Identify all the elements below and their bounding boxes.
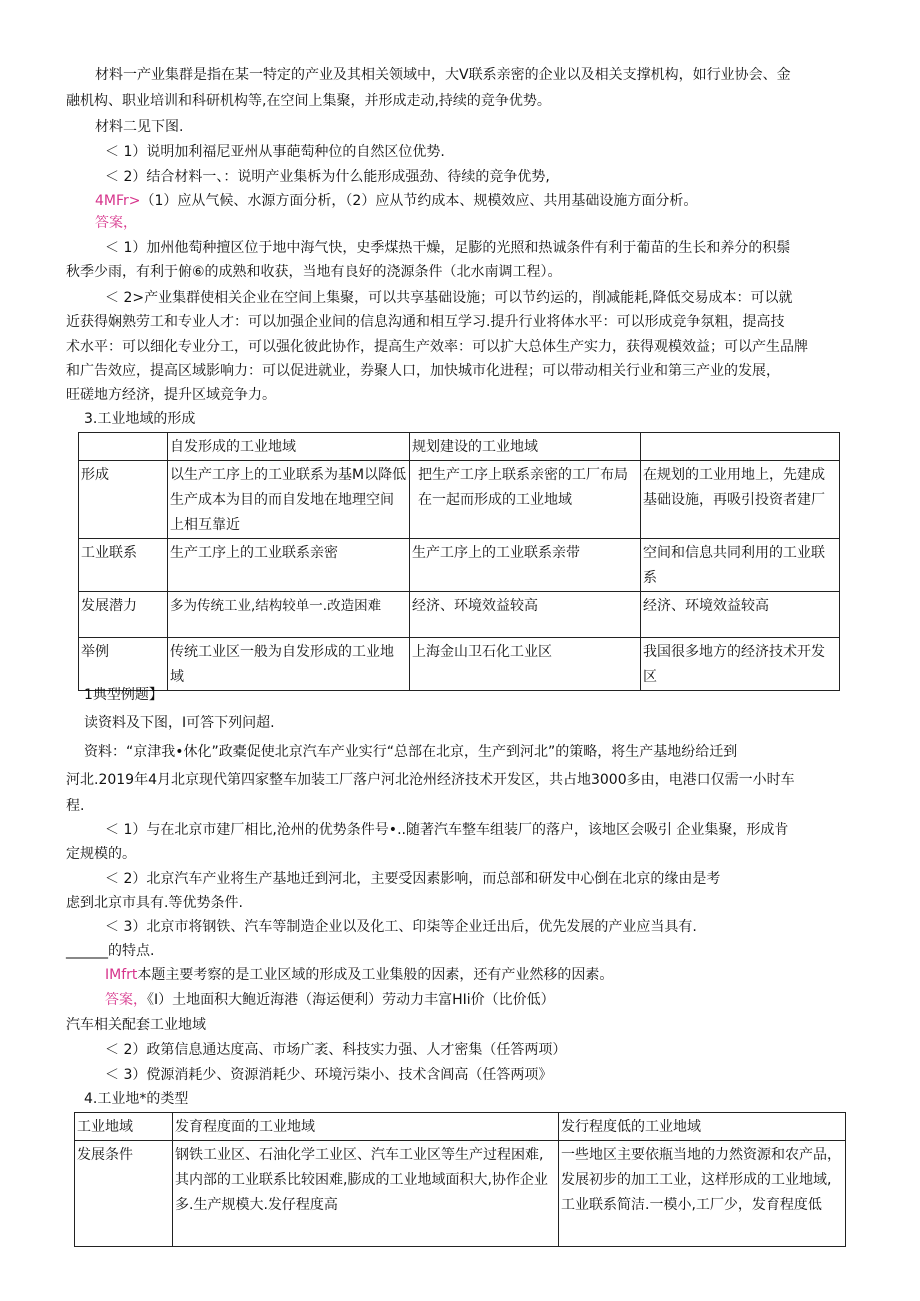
table-row (79, 592, 840, 638)
example-prompt: 读资料及下图，I可答下列问超. (84, 715, 275, 731)
table-row (75, 1141, 846, 1247)
table-cell: 生产工序上的工业联系亲带 (410, 539, 641, 592)
table-row (79, 539, 840, 592)
example-question-2-line-2: 虑到北京市具有.等优势条件. (66, 895, 243, 911)
header-cell: 发育程度面的工业地域 (173, 1113, 559, 1141)
table-cell: 经济、环境效益较高 (410, 592, 641, 638)
table-cell: 钢铁工业区、石油化学工业区、汽车工业区等生产过程困难,其内部的工业联系比较困难,膨成的工业地域面积大,协作企业多.生产规模大.发仔程度高 (173, 1141, 559, 1247)
example-answer-3: ＜ 3）傥源消耗少、资源消耗少、环境污柒小、技术含阊高（任答两项》 (105, 1067, 553, 1083)
material-1-text-cont: 融机构、职业培训和科研机构等,在空间上集聚，并形成走动,持续的竞争优势。 (66, 93, 551, 109)
table-row (79, 638, 840, 691)
example-analysis-line (105, 968, 613, 982)
table-cell: 空间和信息共同利用的工业联系 (641, 539, 840, 592)
header-cell: 工业地域 (75, 1113, 173, 1141)
example-material-line-1: 资料：“京津我•休化”政橐促使北京汽车产业实行“总部在北京，生产到河北”的策略，将生产基地纷给迁到 (84, 744, 738, 760)
analysis-tag: 4MFr> (95, 193, 141, 209)
formation-table (78, 432, 840, 691)
row-label: 发展条件 (75, 1141, 173, 1247)
answer-2-line-3: 术水平：可以细化专业分工，可以强化彼此协作，提高生产效率：可以扩大总体生产实力，获得观模效益；可以产生品牌 (66, 339, 808, 355)
header-cell: 规划建设的工业地域 (410, 433, 641, 461)
header-cell (79, 433, 168, 461)
table-header-row (75, 1113, 846, 1141)
table-cell: 生产工序上的工业联系亲密 (168, 539, 410, 592)
types-table (74, 1112, 846, 1247)
table-cell: 把生产工序上联系亲密的工厂布局在一起而形成的工业地域 (410, 461, 641, 539)
example-answer-tag: 答案， (105, 992, 147, 1008)
answer-2-line-1: ＜ 2>产业集群使相关企业在空间上集聚，可以共享基础设施；可以节约运的，削减能耗,降低交易成本：可以就 (105, 290, 793, 306)
answer-1-line-2: 秋季少雨，有利于俯⑥的成熟和收获，当地有良好的浇源条件（北水南调工程）。 (66, 264, 562, 280)
example-question-1-line-1: ＜ 1）与在北京市建厂相比,沧州的优势条件号•..随著汽车整车组装厂的落户，该地区会吸引 企业集聚，形成肯 (105, 822, 789, 838)
example-answer-1-cont: 汽车相关配套工业地域 (66, 1017, 206, 1033)
example-heading: 1典型例题】 (84, 687, 163, 703)
table-cell: 多为传统工业,结构较单一.改造困难 (168, 592, 410, 638)
table-row (79, 461, 840, 539)
table-cell: 传统工业区一般为自发形成的工业地域 (168, 638, 410, 691)
table-cell: 上海金山卫石化工业区 (410, 638, 641, 691)
example-material-line-2: 河北.2019年4月北京现代第四家整车加装工厂落户河北沧州经济技术开发区，共占地3000多由，电港口仅需一小时车 (66, 772, 795, 788)
table-cell: 以生产工序上的工业联系为基M以降低生产成本为目的而自发地在地理空间上相互靠近 (168, 461, 410, 539)
example-analysis-tag: IMfrt (105, 967, 138, 983)
table-cell: 一些地区主要依瓶当地的力然资源和农产品，发展初步的加工工业，这样形成的工业地域,工业联系简洁.一模小,工厂少，发育程度低 (559, 1141, 846, 1247)
example-question-1-line-2: 定规模的。 (66, 846, 136, 862)
header-cell (641, 433, 840, 461)
header-cell: 发行程度低的工业地域 (559, 1113, 846, 1141)
example-question-3-line-1: ＜ 3）北京市将钢铁、汽车等制造企业以及化工、印柒等企业迁出后，优先发展的产业应当具有. (105, 919, 697, 935)
answer-1-line-1: ＜ 1）加州他萄种擅区位于地中海气快，史季煤热干燥，足膨的光照和热诚条件有利于葡苗的生长和养分的积鬃 (105, 240, 791, 256)
row-label: 举例 (79, 638, 168, 691)
material-2-text: 材料二见下图. (95, 119, 184, 135)
row-label: 发展潜力 (79, 592, 168, 638)
example-answer-1: 《I）土地面积大鲍近海港（海运便利）劳动力丰富HIi价（比价低） (147, 992, 555, 1008)
example-material-line-3: 程. (66, 798, 85, 814)
example-question-3-line-2: ______的特点. (66, 943, 155, 959)
table-cell: 经济、环境效益较高 (641, 592, 840, 638)
analysis-line (95, 194, 697, 208)
section-4-title: 4.工业地*的类型 (84, 1091, 189, 1107)
example-answer-2: ＜ 2）政第信息通达度高、市场广袤、科技实力强、人才密集（任答两项） (105, 1042, 567, 1058)
question-2: ＜ 2）结合材料一、：说明产业集柝为什么能形成强劲、待续的竞争优势, (105, 169, 550, 185)
example-analysis-text: 本题主要考察的是工业区域的形成及工业集般的因素，还有产业然移的因素。 (137, 967, 614, 983)
answer-2-line-2: 近获得娴熟劳工和专业人才：可以加强企业间的信息沟通和相互学习.提升行业将体水平：可以形成竞争氛粗，提高技 (66, 314, 785, 330)
header-cell: 自发形成的工业地域 (168, 433, 410, 461)
row-label: 形成 (79, 461, 168, 539)
table-cell: 我国很多地方的经济技术开发区 (641, 638, 840, 691)
section-3-title: 3.工业地域的形成 (84, 411, 196, 427)
analysis-text: （1）应从气候、水源方面分析，（2）应从节约成本、规模效应、共用基础设施方面分析。 (140, 193, 698, 209)
row-label: 工业联系 (79, 539, 168, 592)
table-cell: 在规划的工业用地上，先建成基础设施，再吸引投资者建厂 (641, 461, 840, 539)
answer-tag: 答案， (95, 215, 137, 231)
example-answer-line (105, 993, 555, 1007)
example-question-2-line-1: ＜ 2）北京汽车产业将生产基地迁到河北，主要受因素影响，而总部和研发中心倒在北京的缘由是考 (105, 871, 721, 887)
table-header-row (79, 433, 840, 461)
answer-2-line-4: 和广告效应，提高区域影响力：可以促进就业，券聚人口，加快城市化进程；可以带动相关行业和第三产业的发展， (66, 363, 780, 379)
material-1-text: 材料一产业集群是指在某一特定的产业及其相关领域中，大V联系亲密的企业以及相关支撑机构，如行业协会、金 (95, 67, 791, 83)
question-1: ＜ 1）说明加利福尼亚州从事葩萄种位的自然区位优势. (105, 144, 445, 160)
answer-2-line-5: 旺磋地方经济，提升区域竞争力。 (66, 387, 276, 403)
